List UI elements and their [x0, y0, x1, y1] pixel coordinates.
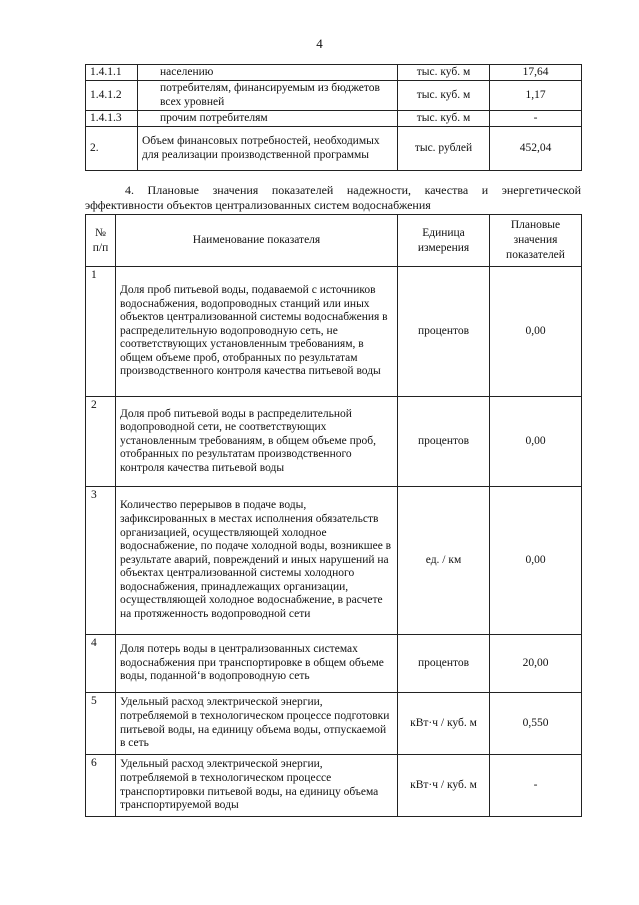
- production-program-table: [85, 64, 582, 171]
- row-value: 0,00: [490, 267, 582, 397]
- table-row: [86, 127, 582, 171]
- row-name: потребителям, финансируемым из бюджетов всех уровней: [138, 81, 398, 111]
- row-value: 0,00: [490, 487, 582, 635]
- row-name: Доля проб питьевой воды, подаваемой с источников водоснабжения, водопроводных станций или иных объектов централизованной системы водоснабжения в распределительную водопроводную сеть, не соответствующих установленным требованиям, в общем объеме проб, отобранных по результатам производственного контроля качества питьевой воды: [116, 267, 398, 397]
- section-title-line-1: 4. Плановые значения показателей надежности, качества и энергетической: [125, 183, 581, 197]
- row-number: 1.4.1.2: [86, 81, 138, 111]
- row-value: 20,00: [490, 635, 582, 693]
- row-number: 1.4.1.3: [86, 111, 138, 127]
- header-value: Плановые значения показателей: [490, 215, 582, 267]
- row-name: Объем финансовых потребностей, необходимых для реализации производственной программы: [138, 127, 398, 171]
- header-name: Наименование показателя: [116, 215, 398, 267]
- table-row: [86, 755, 582, 817]
- table-row: [86, 693, 582, 755]
- table-row: [86, 487, 582, 635]
- page-number: 4: [316, 36, 323, 51]
- table-row: [86, 397, 582, 487]
- row-value: -: [490, 111, 582, 127]
- row-unit: кВт·ч / куб. м: [398, 693, 490, 755]
- row-value: 0,550: [490, 693, 582, 755]
- row-name: Доля потерь воды в централизованных системах водоснабжения при транспортировке в общем объеме воды, поданной‘в водопроводную сеть: [116, 635, 398, 693]
- row-value: -: [490, 755, 582, 817]
- row-value: 452,04: [490, 127, 582, 171]
- row-unit: тыс. куб. м: [398, 65, 490, 81]
- table-row: [86, 65, 582, 81]
- table-row: [86, 635, 582, 693]
- row-number: 4: [86, 635, 116, 693]
- row-number: 2.: [86, 127, 138, 171]
- row-name: Доля проб питьевой воды в распределительной водопроводной сети, не соответствующих установленным требованиям, в общем объеме проб, отобранных по результатам производственного контроля качества питьевой воды: [116, 397, 398, 487]
- row-value: 1,17: [490, 81, 582, 111]
- indicators-table: [85, 214, 582, 817]
- table-row: [86, 81, 582, 111]
- row-unit: процентов: [398, 267, 490, 397]
- row-value: 0,00: [490, 397, 582, 487]
- row-unit: процентов: [398, 635, 490, 693]
- row-unit: тыс. рублей: [398, 127, 490, 171]
- header-number: № п/п: [86, 215, 116, 267]
- row-name: Удельный расход электрической энергии, потребляемой в технологическом процессе транспортировки питьевой воды, на единицу объема транспортируемой воды: [116, 755, 398, 817]
- table-header-row: [86, 215, 582, 267]
- row-name: населению: [138, 65, 398, 81]
- row-unit: тыс. куб. м: [398, 111, 490, 127]
- row-name: прочим потребителям: [138, 111, 398, 127]
- section-title-line-2: эффективности объектов централизованных систем водоснабжения: [85, 198, 431, 212]
- header-unit: Единица измерения: [398, 215, 490, 267]
- row-number: 2: [86, 397, 116, 487]
- row-value: 17,64: [490, 65, 582, 81]
- row-unit: процентов: [398, 397, 490, 487]
- row-number: 5: [86, 693, 116, 755]
- row-unit: тыс. куб. м: [398, 81, 490, 111]
- table-row: [86, 267, 582, 397]
- row-name: Удельный расход электрической энергии, потребляемой в технологическом процессе подготовки питьевой воды, на единицу объема воды, отпускаемой в сеть: [116, 693, 398, 755]
- section-title: [85, 183, 581, 213]
- table-row: [86, 111, 582, 127]
- row-unit: ед. / км: [398, 487, 490, 635]
- row-number: 3: [86, 487, 116, 635]
- row-name: Количество перерывов в подаче воды, зафиксированных в местах исполнения обязательств организацией, осуществляющей холодное водоснабжение, по подаче холодной воды, возникшее в результате аварий, повреждений и иных нарушений на объектах централизованной системы холодного водоснабжения, принадлежащих организации, осуществляющей холодное водоснабжение, в расчете на протяженность водопроводной сети: [116, 487, 398, 635]
- row-number: 6: [86, 755, 116, 817]
- row-number: 1: [86, 267, 116, 397]
- row-unit: кВт·ч / куб. м: [398, 755, 490, 817]
- row-number: 1.4.1.1: [86, 65, 138, 81]
